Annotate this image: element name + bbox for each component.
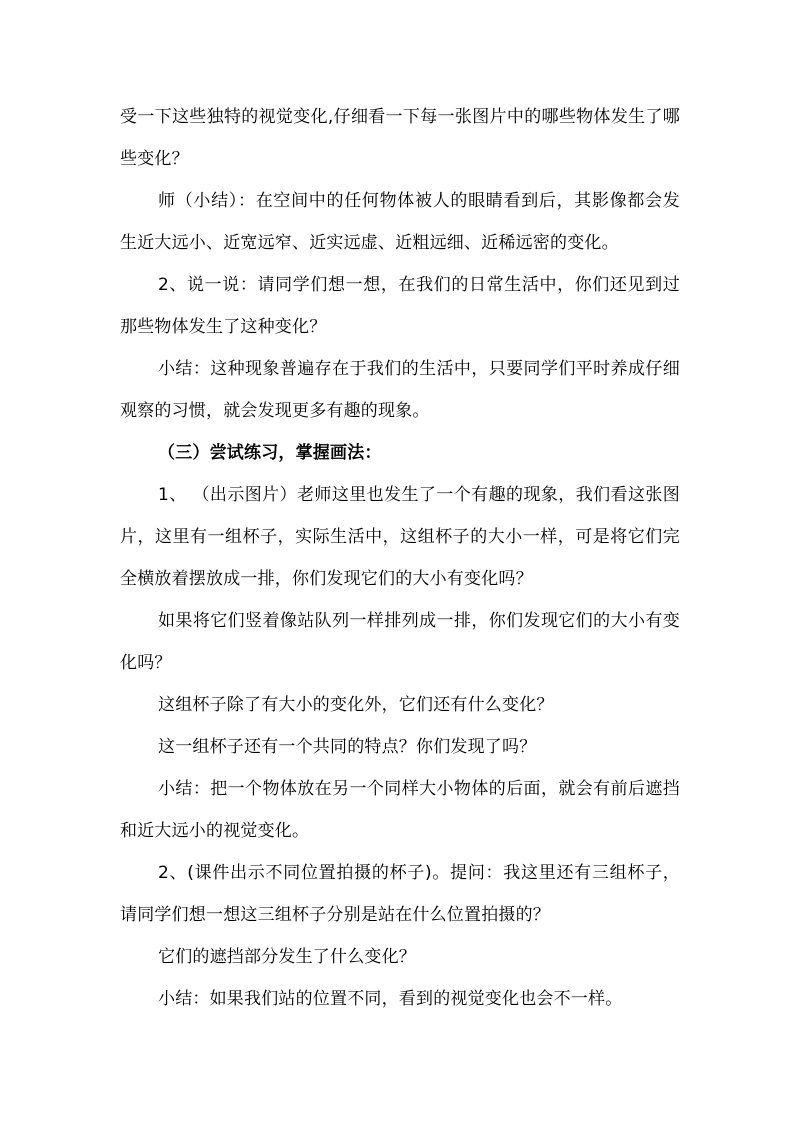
paragraph-occlusion-question: 它们的遮挡部分发生了什么变化？ <box>158 947 416 967</box>
paragraph-cups-horizontal: 1、 （出示图片）老师这里也发生了一个有趣的现象，我们看这张图片，这里有一组杯子，实际生活中，这组杯子的大小一样，可是将它们完全横放着摆放成一排，你们发现它们的大小有变化吗？ <box>120 485 680 589</box>
paragraph-question-continuation: 受一下这些独特的视觉变化,仔细看一下每一张图片中的哪些物体发生了哪些变化？ <box>120 107 680 169</box>
paragraph-discussion: 2、说一说：请同学们想一想，在我们的日常生活中，你们还见到过那些物体发生了这种变化？ <box>120 275 680 337</box>
paragraph-summary-occlusion: 小结：把一个物体放在另一个同样大小物体的后面，就会有前后遮挡和近大远小的视觉变化。 <box>120 779 680 841</box>
document-body <box>120 96 680 1020</box>
section-heading-practice: （三）尝试练习，掌握画法： <box>158 443 382 463</box>
paragraph-summary-position: 小结：如果我们站的位置不同，看到的视觉变化也会不一样。 <box>158 989 623 1009</box>
paragraph-summary-observation: 小结：这种现象普遍存在于我们的生活中，只要同学们平时养成仔细观察的习惯，就会发现更多有趣的现象。 <box>120 359 680 421</box>
paragraph-teacher-summary: 师（小结）：在空间中的任何物体被人的眼睛看到后，其影像都会发生近大远小、近宽远窄、近实远虚、近粗远细、近稀远密的变化。 <box>120 191 680 253</box>
paragraph-cups-other-change: 这组杯子除了有大小的变化外，它们还有什么变化？ <box>158 695 554 715</box>
paragraph-cups-common-feature: 这一组杯子还有一个共同的特点？你们发现了吗？ <box>158 737 537 757</box>
paragraph-cups-positions: 2、(课件出示不同位置拍摄的杯子)。提问：我这里还有三组杯子，请同学们想一想这三组杯子分别是站在什么位置拍摄的？ <box>120 863 680 925</box>
paragraph-cups-vertical: 如果将它们竖着像站队列一样排列成一排，你们发现它们的大小有变化吗？ <box>120 611 680 673</box>
